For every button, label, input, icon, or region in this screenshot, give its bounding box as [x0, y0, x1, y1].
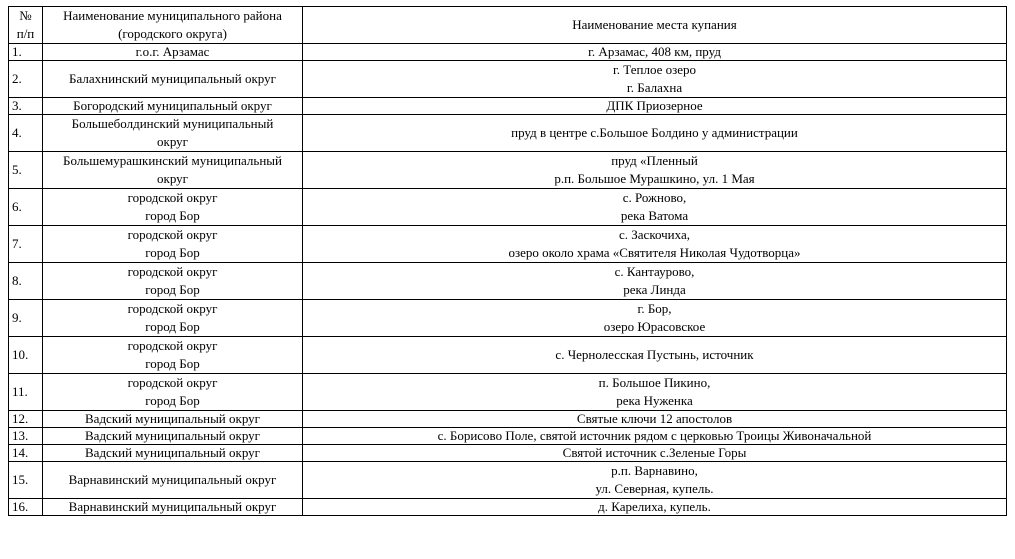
row-number-cell: 11. — [9, 374, 43, 411]
bathing-place-cell — [303, 374, 1007, 411]
district-cell — [43, 499, 303, 516]
bathing-place-cell — [303, 44, 1007, 61]
district-cell — [43, 61, 303, 98]
row-number-cell: 8. — [9, 263, 43, 300]
row-number-cell: 16. — [9, 499, 43, 516]
row-number-cell: 1. — [9, 44, 43, 61]
district-cell — [43, 115, 303, 152]
district-cell — [43, 189, 303, 226]
bathing-place-line: г. Бор, — [637, 301, 672, 316]
district-name-line: Богородский муниципальный округ — [73, 98, 272, 113]
district-name-line: городской округ — [127, 264, 218, 279]
header-district-line2: (городского округа) — [118, 26, 227, 41]
district-name-line: городской округ — [127, 375, 218, 390]
bathing-place-line: ул. Северная, купель. — [595, 481, 714, 496]
bathing-place-cell — [303, 445, 1007, 462]
bathing-place-cell — [303, 189, 1007, 226]
bathing-place-cell — [303, 226, 1007, 263]
bathing-place-line: Святые ключи 12 апостолов — [576, 411, 733, 426]
bathing-place-cell — [303, 300, 1007, 337]
bathing-place-line: Святой источник с.Зеленые Горы — [562, 445, 747, 460]
district-cell — [43, 411, 303, 428]
row-number-cell: 15. — [9, 462, 43, 499]
row-number-cell: 14. — [9, 445, 43, 462]
row-number-cell: 4. — [9, 115, 43, 152]
district-name-line: Большеболдинский муниципальный — [71, 116, 274, 131]
district-name-line: городской округ — [127, 301, 218, 316]
district-name-line: г.о.г. Арзамас — [135, 44, 210, 59]
bathing-place-line: река Нуженка — [616, 393, 693, 408]
district-cell — [43, 98, 303, 115]
bathing-place-line: д. Карелиха, купель. — [598, 499, 711, 514]
district-name-line: город Бор — [145, 356, 200, 371]
district-name-line: город Бор — [145, 282, 200, 297]
bathing-place-line: р.п. Варнавино, — [611, 463, 698, 478]
header-place-label: Наименование места купания — [572, 17, 737, 32]
table-row — [9, 189, 1007, 226]
bathing-place-line: река Линда — [623, 282, 686, 297]
bathing-place-line: с. Заскочиха, — [619, 227, 690, 242]
district-name-line: округ — [157, 171, 188, 186]
row-number-cell: 10. — [9, 337, 43, 374]
district-cell — [43, 263, 303, 300]
bathing-place-line: с. Рожново, — [622, 190, 687, 205]
bathing-place-line: пруд «Пленный — [611, 153, 698, 168]
table-row — [9, 115, 1007, 152]
bathing-place-cell — [303, 152, 1007, 189]
bathing-place-line: река Ватома — [620, 208, 689, 223]
table-row — [9, 98, 1007, 115]
header-number-cell — [9, 7, 43, 44]
district-cell — [43, 374, 303, 411]
district-name-line: Вадский муниципальный округ — [85, 428, 260, 443]
district-cell — [43, 152, 303, 189]
header-number-line2: п/п — [16, 26, 35, 41]
district-name-line: город Бор — [145, 319, 200, 334]
bathing-place-line: с. Борисово Поле, святой источник рядом с церковью Троицы Живоначальной — [437, 428, 872, 443]
row-number-cell: 9. — [9, 300, 43, 337]
bathing-place-line: с. Чернолесская Пустынь, источник — [555, 347, 754, 362]
bathing-place-cell — [303, 462, 1007, 499]
district-cell — [43, 44, 303, 61]
district-name-line: Варнавинский муниципальный округ — [68, 472, 277, 487]
district-name-line: округ — [157, 134, 188, 149]
bathing-place-cell — [303, 98, 1007, 115]
district-name-line: город Бор — [145, 245, 200, 260]
bathing-place-line: озеро Юрасовское — [603, 319, 706, 334]
district-name-line: город Бор — [145, 208, 200, 223]
table-row — [9, 263, 1007, 300]
bathing-place-cell — [303, 337, 1007, 374]
district-name-line: Варнавинский муниципальный округ — [68, 499, 277, 514]
table-row — [9, 428, 1007, 445]
table-row — [9, 374, 1007, 411]
row-number-cell: 6. — [9, 189, 43, 226]
table-row — [9, 61, 1007, 98]
bathing-place-cell — [303, 61, 1007, 98]
bathing-place-line: с. Кантаурово, — [614, 264, 695, 279]
bathing-place-line: г. Теплое озеро — [612, 62, 697, 77]
row-number-cell: 2. — [9, 61, 43, 98]
district-name-line: Балахнинский муниципальный округ — [69, 71, 276, 86]
header-number-line1: № — [19, 8, 32, 23]
header-district-cell — [43, 7, 303, 44]
table-row — [9, 499, 1007, 516]
table-row — [9, 300, 1007, 337]
table-row — [9, 226, 1007, 263]
table-row — [9, 462, 1007, 499]
district-cell — [43, 226, 303, 263]
district-name-line: городской округ — [127, 338, 218, 353]
district-name-line: Вадский муниципальный округ — [85, 411, 260, 426]
district-name-line: городской округ — [127, 190, 218, 205]
bathing-place-cell — [303, 428, 1007, 445]
district-name-line: городской округ — [127, 227, 218, 242]
table-row — [9, 44, 1007, 61]
bathing-place-cell — [303, 115, 1007, 152]
table-row — [9, 152, 1007, 189]
row-number-cell: 13. — [9, 428, 43, 445]
table-row — [9, 411, 1007, 428]
bathing-place-line: ДПК Приозерное — [606, 98, 703, 113]
district-cell — [43, 337, 303, 374]
bathing-place-line: г. Балахна — [626, 80, 683, 95]
row-number-cell: 3. — [9, 98, 43, 115]
district-name-line: город Бор — [145, 393, 200, 408]
bathing-places-table — [8, 6, 1007, 516]
bathing-place-line: озеро около храма «Святителя Николая Чудотворца» — [508, 245, 801, 260]
bathing-place-cell — [303, 411, 1007, 428]
bathing-place-line: п. Большое Пикино, — [598, 375, 711, 390]
row-number-cell: 7. — [9, 226, 43, 263]
table-row — [9, 445, 1007, 462]
bathing-place-line: р.п. Большое Мурашкино, ул. 1 Мая — [554, 171, 755, 186]
row-number-cell: 12. — [9, 411, 43, 428]
header-district-line1: Наименование муниципального района — [63, 8, 282, 23]
bathing-place-line: г. Арзамас, 408 км, пруд — [588, 44, 721, 59]
district-cell — [43, 300, 303, 337]
district-cell — [43, 445, 303, 462]
district-cell — [43, 428, 303, 445]
bathing-place-cell — [303, 499, 1007, 516]
bathing-place-cell — [303, 263, 1007, 300]
district-name-line: Вадский муниципальный округ — [85, 445, 260, 460]
table-row — [9, 337, 1007, 374]
row-number-cell: 5. — [9, 152, 43, 189]
district-cell — [43, 462, 303, 499]
table-header-row — [9, 7, 1007, 44]
header-place-cell — [303, 7, 1007, 44]
bathing-place-line: пруд в центре с.Большое Болдино у администрации — [511, 125, 798, 140]
district-name-line: Большемурашкинский муниципальный — [63, 153, 282, 168]
